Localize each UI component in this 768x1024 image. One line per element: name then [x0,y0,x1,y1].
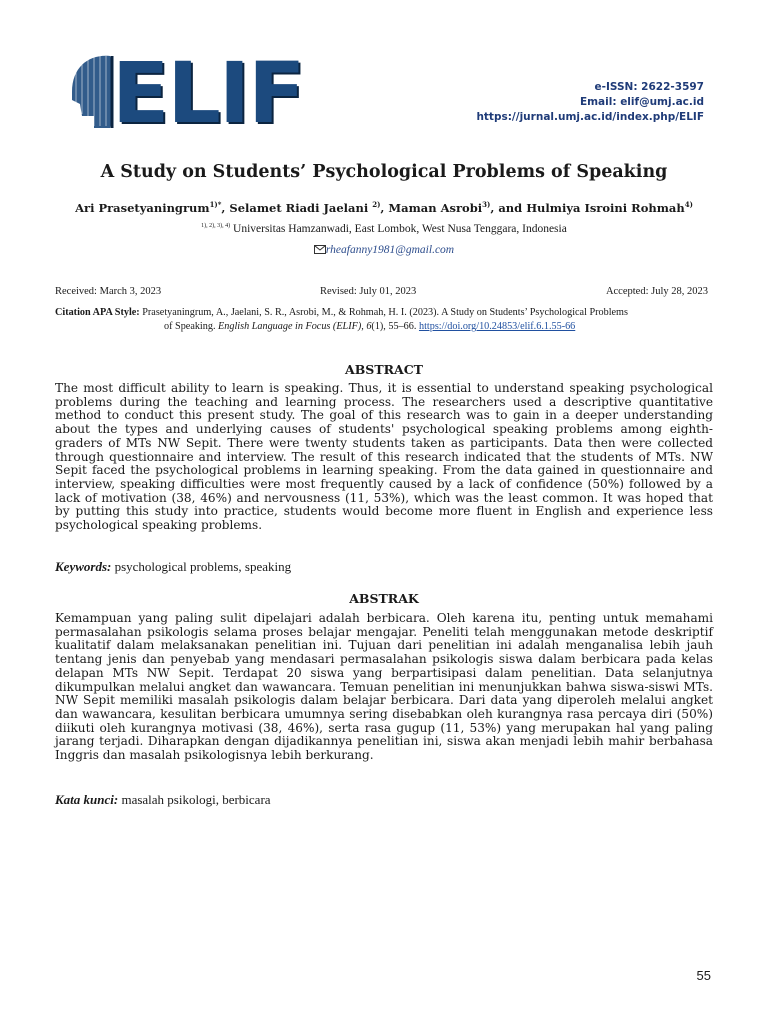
author-separator: , [221,200,230,215]
citation-line2-post: (1), 55–66. [371,321,419,332]
doi-link[interactable]: https://doi.org/10.24853/elif.6.1.55-66 [418,321,576,332]
abstract-text: The most difficult ability to learn is speaking. Thus, it is essential to understand speaking psychological problems during the teaching and learning process. The researchers used a descriptive quantitative method to conduct this present study. The goal of this research was to gain in a deeper understanding about the types and underlying causes of students' psychological speaking problems among eighth-graders of MTs NW Sepit. There were twenty students taken as participants. Data then were collected through questionnaire and interview. The result of this research indicated that the students of MTs. NW Sepit faced the psychological problems in learning speaking. From the data gained in questionnaire and interview, speaking difficulties were most frequently caused by a lack of confidence (50%) followed by a lack of motivation (38, 46%) and nervousness (11, 53%), which was the least common. It was hoped that by putting this study into practice, students would become more fluent in English and experience less psychological speaking problems. [55,381,713,533]
author-affiliation-mark: 2) [372,200,381,209]
affiliation-text: Universitas Hamzanwadi, East Lombok, West Nusa Tenggara, Indonesia [233,223,567,235]
affiliation [0,223,768,235]
keywords [55,559,713,575]
author-list [0,200,768,215]
revised-date: Revised: July 01, 2023 [320,286,417,297]
author-name: Maman Asrobi [388,200,483,215]
citation-label: Citation APA Style: [55,307,140,318]
received-date: Received: March 3, 2023 [55,286,162,297]
affiliation-marks: 1), 2), 3), 4) [201,223,231,230]
author-separator: , [380,200,389,215]
citation-line2-pre: of Speaking. [164,321,219,332]
abstrak-text: Kemampuan yang paling sulit dipelajari adalah berbicara. Oleh karena itu, penting untuk memahami permasalahan psikologis selama proses belajar mengajar. Peneliti telah menggunakan metode deskriptif kualitatif dalam melaksanakan penelitian ini. Tujuan dari penelitian ini adalah menganalisa lebih jauh tentang jenis dan penyebab yang mendasari permasalahan psikologis siswa dalam berbicara pada kelas delapan MTs NW Sepit. Terdapat 20 siswa yang berpartisipasi dalam penelitian. Data selanjutnya dikumpulkan melalui angket dan wawancara. Temuan penelitian ini menunjukkan bahwa siswa-siswi MTs. NW Sepit memiliki masalah psikologis dalam belajar berbicara. Dari data yang diperoleh melalui angket dan wawancara, kesulitan berbicara umumnya sering disebabkan oleh kurangnya rasa percaya diri (50%) diikuti oleh kurangnya motivasi (38, 46%), serta rasa gugup (11, 53%) yang merupakan hal yang paling jarang terjadi. Diharapkan dengan dijadikannya penelitian ini, siswa akan menjadi lebih mahir berbahasa Inggris dan masalah psikologisnya lebih berkurang. [55,611,713,763]
abstract-heading: ABSTRACT [345,362,423,377]
citation-journal: English Language in Focus (ELIF), 6 [218,321,372,332]
author-affiliation-mark: 4) [684,200,693,209]
kata-kunci [55,792,713,808]
corresponding-email [0,244,768,256]
journal-url[interactable]: https://jurnal.umj.ac.id/index.php/ELIF [476,111,704,123]
keywords-values: psychological problems, speaking [111,559,292,574]
citation-block [55,306,713,334]
kata-kunci-label: Kata kunci: [55,792,119,807]
author-affiliation-mark: 1)* [209,200,222,209]
journal-logo-text: ELIF [112,44,304,142]
author-name: Selamet Riadi Jaelani [229,200,373,215]
kata-kunci-values: masalah psikologi, berbicara [118,792,271,807]
citation-line1: Prasetyaningrum, A., Jaelani, S. R., Asrobi, M., & Rohmah, H. I. (2023). A Study on Students’ Psychological Problems [142,307,628,318]
journal-info [476,80,704,125]
author-name: Hulmiya Isroini Rohmah [526,200,685,215]
abstrak-heading: ABSTRAK [349,591,419,606]
eissn: e-ISSN: 2622-3597 [594,81,704,93]
accepted-date: Accepted: July 28, 2023 [605,286,708,297]
journal-email[interactable]: Email: elif@umj.ac.id [579,96,704,108]
author-affiliation-mark: 3) [482,200,491,209]
keywords-label: Keywords: [55,559,112,574]
author-name: Ari Prasetyaningrum [75,200,210,215]
page-number: 55 [696,968,711,983]
envelope-icon [314,245,326,254]
article-title: A Study on Students’ Psychological Problems of Speaking [100,162,668,182]
email-address[interactable]: rheafanny1981@gmail.com [325,244,455,256]
author-separator: , and [490,200,527,215]
